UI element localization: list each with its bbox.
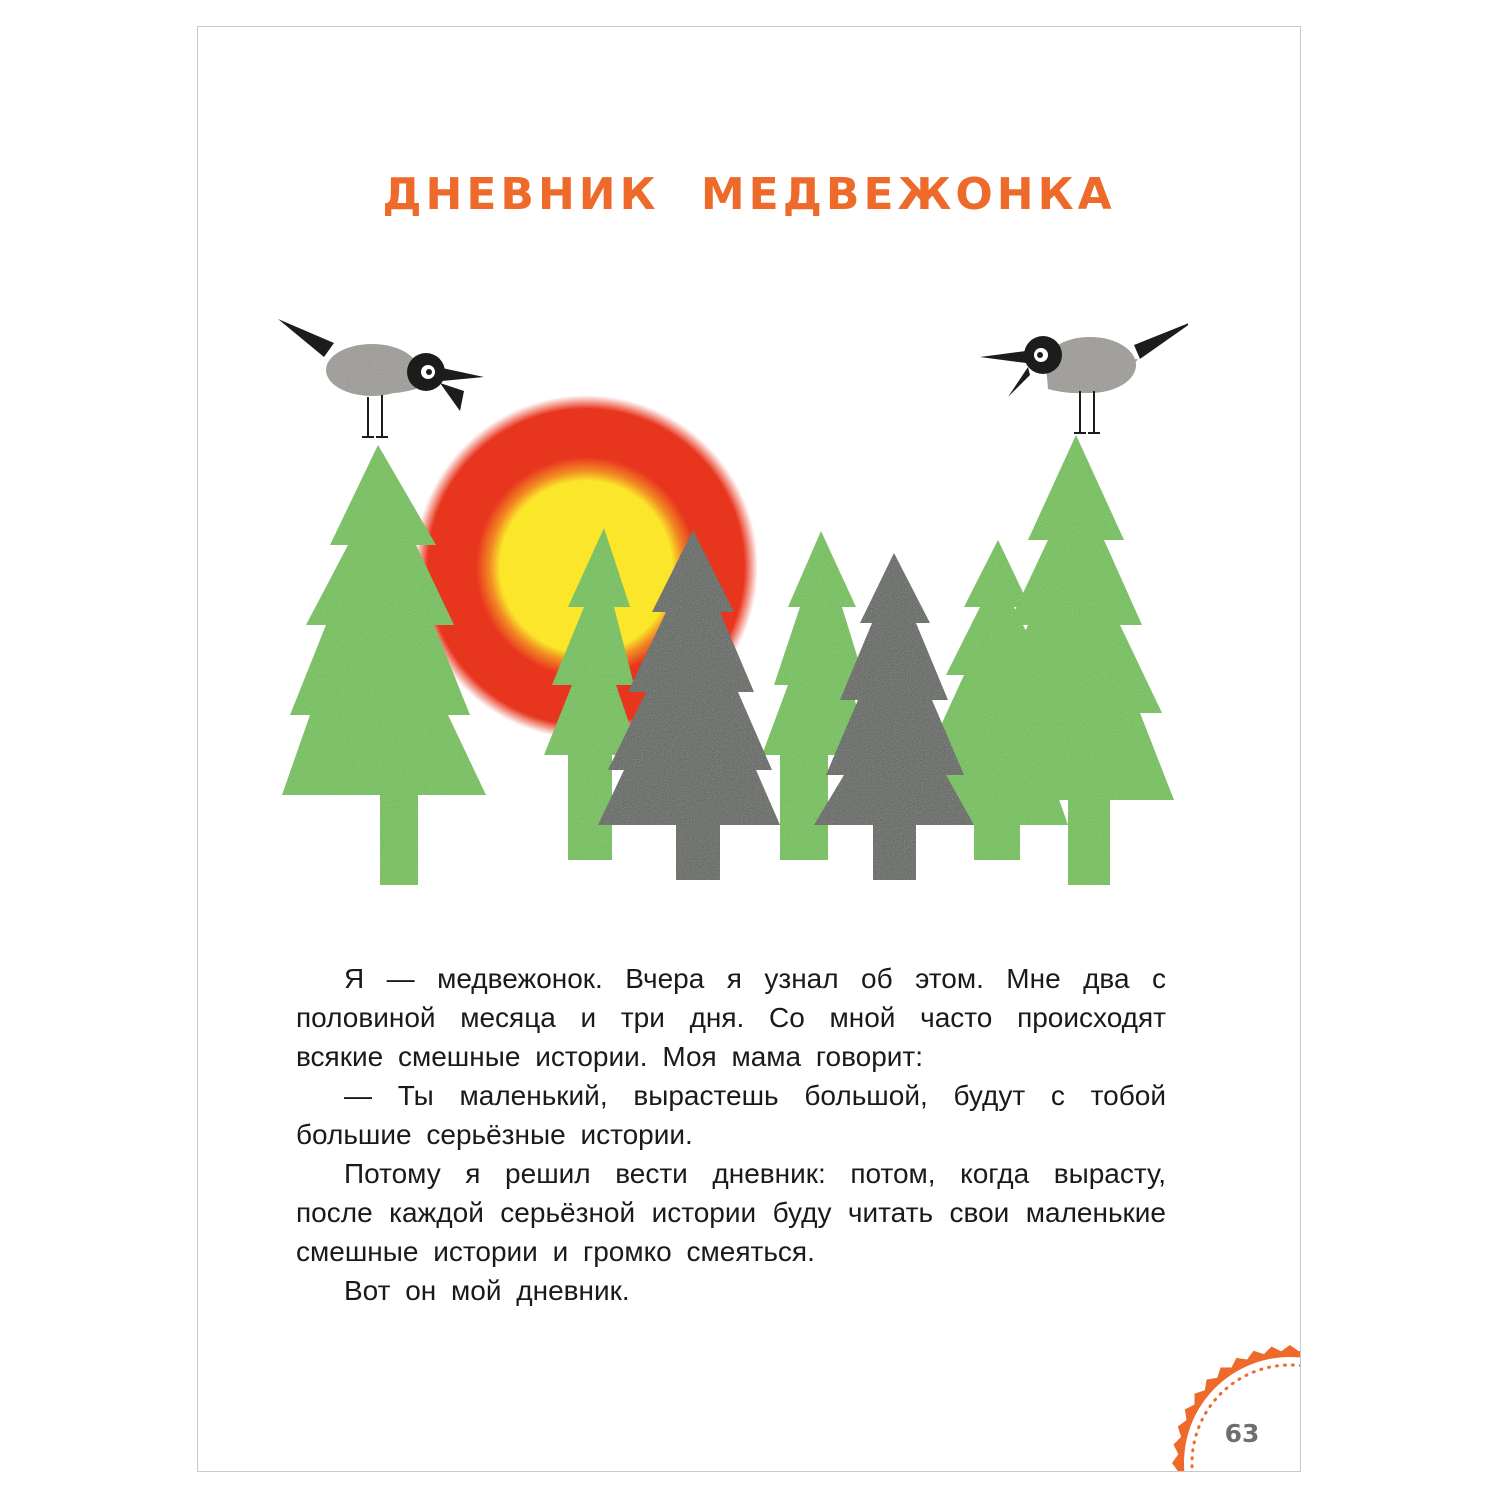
- story-text: [296, 959, 1166, 1310]
- story-paragraph: Вот он мой дневник.: [344, 1275, 630, 1306]
- page-number: 63: [1224, 1419, 1260, 1448]
- forest-illustration: [268, 285, 1188, 895]
- bird-icon: [278, 319, 484, 437]
- bird-icon: [980, 321, 1188, 433]
- badge-inner: [1184, 1357, 1300, 1471]
- book-page: [197, 26, 1301, 1472]
- story-paragraph: — Ты маленький, вырастешь большой, будут с тобой большие серьёзные истории.: [296, 1080, 1166, 1150]
- page-title: ДНЕВНИК МЕДВЕЖОНКА: [382, 169, 1116, 220]
- story-paragraph: Я — медвежонок. Вчера я узнал об этом. Мне два с половиной месяца и три дня. Со мной часто происходят всякие смешные истории. Моя мама говорит:: [296, 963, 1166, 1072]
- story-paragraph: Потому я решил вести дневник: потом, когда вырасту, после каждой серьёзной истории буду читать свои маленькие смешные истории и громко смеяться.: [296, 1158, 1166, 1267]
